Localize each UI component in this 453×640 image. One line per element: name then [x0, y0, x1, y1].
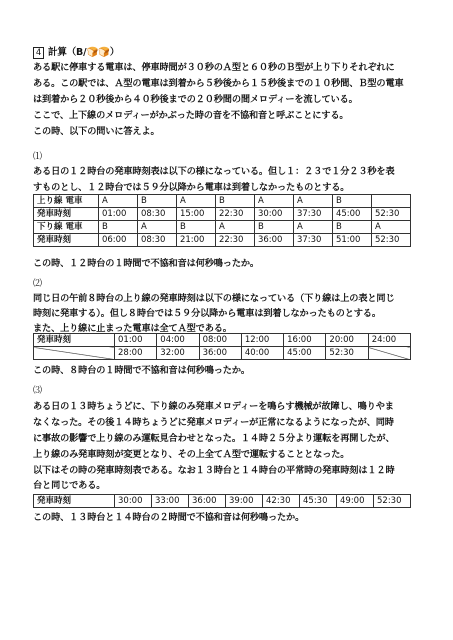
table-cell: 28:00 [115, 347, 157, 360]
table-row [34, 334, 411, 347]
q1-question: この時、１２時台の１時間で不協和音は何秒鳴ったか。 [33, 258, 259, 269]
table-row [34, 221, 411, 234]
table-cell: 04:00 [157, 334, 199, 347]
q2-text-line: 時刻に発車する）。但し８時台では５９分以降から電車は到着しなかったものとする。 [33, 308, 381, 319]
table-cell: 発車時刻 [34, 334, 115, 347]
table-cell: 22:30 [215, 208, 254, 221]
table-cell: 37:30 [293, 234, 332, 247]
q3-text-line: ある日の１３時ちょうどに、下り線のみ発車メロディーを鳴らす機械が故障し、鳴りやま [33, 401, 394, 412]
table-cell: 発車時刻 [34, 234, 99, 247]
table-cell: B [137, 195, 176, 208]
table-cell: 12:00 [241, 334, 283, 347]
table-row [34, 495, 411, 508]
table-cell: 16:00 [284, 334, 326, 347]
table-cell: 32:00 [157, 347, 199, 360]
table-cell: 発車時刻 [34, 495, 115, 508]
intro-line: ある駅に停車する電車は、停車時間が３０秒のＡ型と６０秒のＢ型が上り下りそれぞれに [33, 62, 395, 73]
table-cell: A [176, 195, 215, 208]
table-cell: A [137, 221, 176, 234]
q2-text-line: 同じ日の午前８時台の上り線の発車時刻は以下の様になっている（下り線は上の表と同じ [33, 293, 395, 304]
table-row [34, 208, 411, 221]
intro-line: は到着から２０秒後から４０秒後までの２０秒間の間メロディーを流している。 [33, 94, 358, 105]
table-cell-crossed [368, 347, 410, 360]
q3-text-line: 以下はその時の発車時刻表である。なお１３時台と１４時台の平常時の発車時刻は１２時 [33, 465, 395, 476]
problem-title: 計算（B/🍞🍞） [48, 47, 120, 58]
table-cell: A [293, 221, 332, 234]
table-cell: A [98, 195, 137, 208]
table-cell: 52:30 [326, 347, 368, 360]
intro-line: ここで、上下線のメロディーがかぶった時の音を不協和音と呼ぶことにする。 [33, 110, 349, 121]
table-cell: A [371, 221, 410, 234]
table-cell: 52:30 [374, 495, 411, 508]
q2-text-line: また、上り線に止まった電車は全てＡ型である。 [33, 323, 232, 334]
table-cell: B [176, 221, 215, 234]
table-cell: 08:30 [137, 208, 176, 221]
q1-label: ⑴ [33, 152, 43, 162]
q1-text-line: ある日の１２時台の発車時刻表は以下の様になっている。但し１：２３で１分２３秒を表 [33, 166, 395, 177]
table-cell: 30:00 [115, 495, 152, 508]
table-cell: B [332, 195, 371, 208]
q2-timetable [33, 333, 411, 360]
table-row [34, 234, 411, 247]
table-cell: 45:00 [284, 347, 326, 360]
q1-text-line: すものとし、１２時台では５９分以降から電車は到着しなかったものとする。 [33, 182, 350, 193]
table-cell: A [254, 195, 293, 208]
q3-question: この時、１３時台と１４時台の２時間で不協和音は何秒鳴ったか。 [33, 512, 305, 523]
table-cell: 下り線 電車 [34, 221, 99, 234]
table-cell: 30:00 [254, 208, 293, 221]
intro-line: ある。この駅では、Ａ型の電車は到着から５秒後から１５秒後までの１０秒間、Ｂ型の電車 [33, 78, 404, 89]
q2-question: この時、８時台の１時間で不協和音は何秒鳴ったか。 [33, 365, 250, 376]
table-cell: 24:00 [368, 334, 410, 347]
q3-text-line: に事故の影響で上り線のみ運転見合わせとなった。１４時２５分より運転を再開したが、 [33, 433, 395, 444]
table-cell: 52:30 [371, 208, 410, 221]
table-cell: 発車時刻 [34, 208, 99, 221]
table-cell: 40:00 [241, 347, 283, 360]
table-cell: B [332, 221, 371, 234]
table-cell-crossed [34, 347, 115, 360]
table-cell: 01:00 [115, 334, 157, 347]
q3-timetable [33, 494, 411, 508]
table-row [34, 347, 411, 360]
table-cell: 36:00 [254, 234, 293, 247]
table-cell: 06:00 [98, 234, 137, 247]
table-cell: 08:30 [137, 234, 176, 247]
table-cell: 21:00 [176, 234, 215, 247]
table-cell: 51:00 [332, 234, 371, 247]
table-cell: 上り線 電車 [34, 195, 99, 208]
table-cell: A [293, 195, 332, 208]
table-cell: 36:00 [199, 347, 241, 360]
q3-label: ⑶ [33, 386, 43, 396]
problem-heading [33, 47, 119, 59]
table-row [34, 195, 411, 208]
table-cell: 45:30 [300, 495, 337, 508]
q3-text-line: 上り線のみ発車時刻が変更となり、その上全てＡ型で運転することとなった。 [33, 449, 350, 460]
table-cell: 20:00 [326, 334, 368, 347]
table-cell: B [215, 195, 254, 208]
problem-number-box: 4 [33, 47, 44, 59]
q2-label: ⑵ [33, 279, 43, 289]
table-cell: B [254, 221, 293, 234]
table-cell: 22:30 [215, 234, 254, 247]
intro-line: この時、以下の問いに答えよ。 [33, 126, 160, 137]
table-cell [371, 195, 410, 208]
table-cell: A [215, 221, 254, 234]
table-cell: 01:00 [98, 208, 137, 221]
table-cell: 08:00 [199, 334, 241, 347]
table-cell: 52:30 [371, 234, 410, 247]
table-cell: 36:00 [189, 495, 226, 508]
q3-text-line: なくなった。その後１４時ちょうどに発車メロディーが正常になるようになったが、同時 [33, 417, 394, 428]
table-cell: 33:00 [152, 495, 189, 508]
table-cell: 49:00 [337, 495, 374, 508]
table-cell: 45:00 [332, 208, 371, 221]
table-cell: 37:30 [293, 208, 332, 221]
table-cell: B [98, 221, 137, 234]
table-cell: 39:00 [226, 495, 263, 508]
q1-timetable [33, 194, 411, 247]
q3-text-line: 台と同じである。 [33, 480, 106, 491]
table-cell: 42:30 [263, 495, 300, 508]
table-cell: 15:00 [176, 208, 215, 221]
